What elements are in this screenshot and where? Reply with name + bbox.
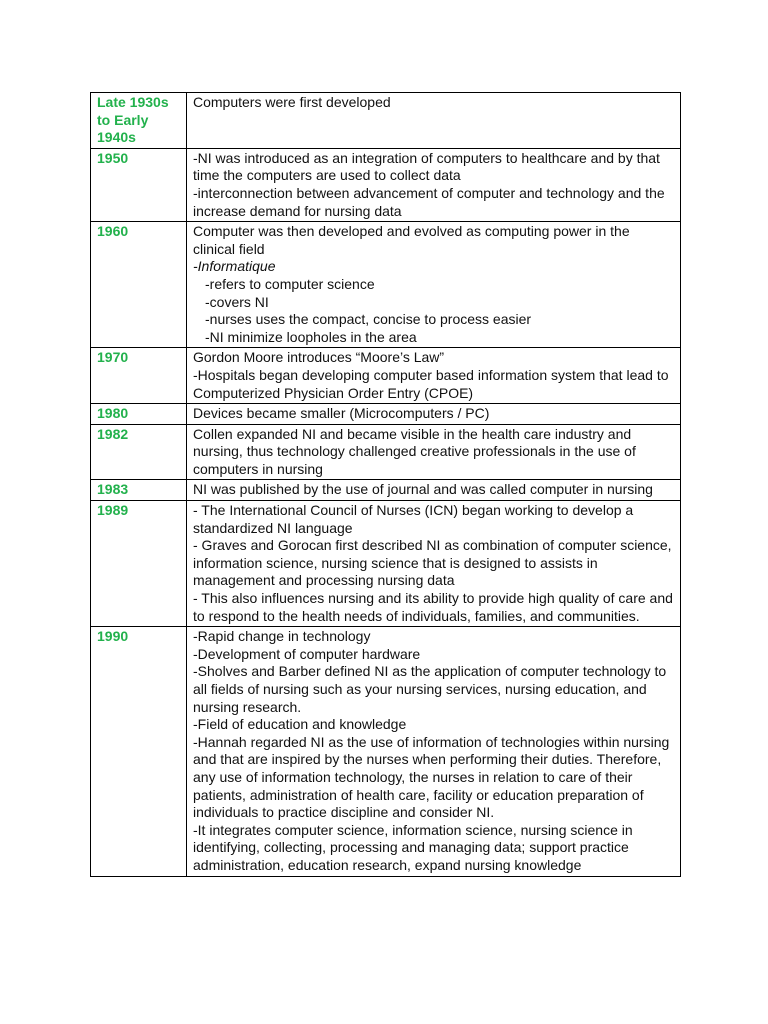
table-row [91,424,681,480]
description-line: -Development of computer hardware [193,645,421,662]
description-cell [187,627,681,876]
description-line: Computer was then developed and evolved as computing power in the clinical field [193,223,634,257]
year-cell: 1983 [91,480,187,501]
table-row [91,348,681,404]
table-row [91,501,681,627]
description-cell [187,222,681,348]
description-line: Devices became smaller (Microcomputers / PC) [193,405,490,422]
year-cell: 1982 [91,424,187,480]
description-cell [187,93,681,149]
table-row [91,404,681,425]
description-line: - Graves and Gorocan first described NI as combination of computer science, information science, nursing science that is designed to assists in management and processing nursing data [193,537,676,589]
description-line: Gordon Moore introduces “Moore’s Law” [193,349,445,366]
description-line: -interconnection between advancement of computer and technology and the increase demand for nursing data [193,184,669,219]
year-cell: 1970 [91,348,187,404]
description-line: -Hannah regarded NI as the use of information of technologies within nursing and that are inspired by the nurses when performing their duties. Therefore, any use of information technology, the nurses in relation to care of their patients, administration of health care, facility or education preparation of individuals to practice discipline and consider NI. [193,733,674,821]
description-line: -It integrates computer science, information science, nursing science in identifying, collecting, processing and managing data; support practice administration, education research, expand nursing knowledge [193,821,637,873]
table-row [91,627,681,876]
description-cell [187,480,681,501]
year-cell: 1950 [91,148,187,221]
year-cell: 1990 [91,627,187,876]
description-cell [187,501,681,627]
description-line: -covers NI [205,293,269,310]
table-row [91,148,681,221]
year-cell: 1980 [91,404,187,425]
description-line: -NI minimize loopholes in the area [205,328,417,345]
description-line: -nurses uses the compact, concise to process easier [205,311,532,328]
description-line: Collen expanded NI and became visible in the health care industry and nursing, thus technology challenged creative professionals in the use of computers in nursing [193,425,640,477]
timeline-table [90,92,681,877]
description-line: -refers to computer science [205,275,375,292]
description-line: - This also influences nursing and its ability to provide high quality of care and to respond to the health needs of individuals, families, and communities. [193,590,677,624]
description-line: -Field of education and knowledge [193,716,407,733]
description-line: Computers were first developed [193,94,391,110]
description-line: -Hospitals began developing computer based information system that lead to Computerized Physician Order Entry (CPOE) [193,366,673,401]
table-row [91,480,681,501]
description-line: -Sholves and Barber defined NI as the application of computer technology to all fields of nursing such as your nursing services, nursing education, and nursing research. [193,663,671,715]
year-cell: Late 1930s to Early 1940s [91,93,187,149]
year-cell: 1960 [91,222,187,348]
description-cell [187,148,681,221]
description-line: - The International Council of Nurses (ICN) began working to develop a standardized NI language [193,502,638,536]
year-cell: 1989 [91,501,187,627]
description-cell [187,404,681,425]
table-row [91,93,681,149]
description-cell [187,348,681,404]
description-line: -NI was introduced as an integration of computers to healthcare and by that time the computers are used to collect data [193,149,664,184]
description-line: -Informatique [193,258,276,275]
table-row [91,222,681,348]
description-cell [187,424,681,480]
description-line: NI was published by the use of journal and was called computer in nursing [193,481,653,498]
description-line: -Rapid change in technology [193,628,371,645]
